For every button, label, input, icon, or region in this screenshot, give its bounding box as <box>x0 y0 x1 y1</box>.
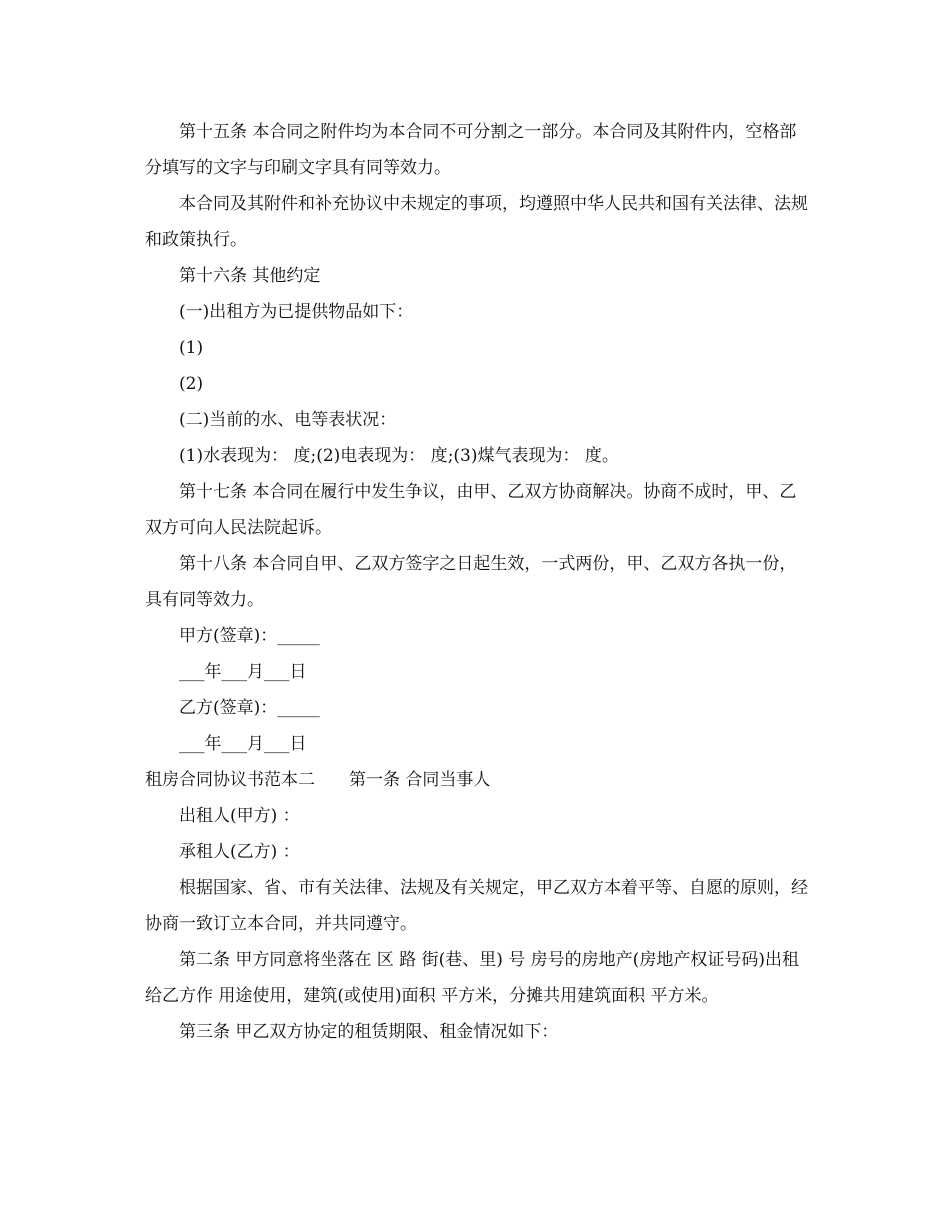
template-two-heading: 租房合同协议书范本二 第一条 合同当事人 <box>145 770 491 790</box>
clause-16-heading: 第十六条 其他约定 <box>179 266 321 286</box>
clause-3-paragraph: 第三条 甲乙双方协定的租赁期限、租金情况如下： <box>179 1022 559 1042</box>
clause-18-paragraph: 第十八条 本合同自甲、乙双方签字之日起生效，一式两份，甲、乙双方各执一份，具有同等效力。 <box>145 554 797 610</box>
party-b-signature-line: 乙方(签章)：_____ <box>179 698 320 718</box>
item-1-line: (1) <box>179 338 204 358</box>
item-2-line: (2) <box>179 374 204 394</box>
lessor-line: 出租人(甲方) ： <box>179 806 300 826</box>
clause-15-paragraph: 第十五条 本合同之附件均为本合同不可分割之一部分。本合同及其附件内，空格部分填写的文字与印刷文字具有同等效力。 <box>145 122 797 178</box>
party-a-date-line: ___年___月___日 <box>179 662 307 682</box>
document-body <box>145 114 810 1050</box>
meter-readings-line: (1)水表现为： 度;(2)电表现为： 度;(3)煤气表现为： 度。 <box>179 446 619 466</box>
meter-status-heading: (二)当前的水、电等表状况： <box>179 410 397 430</box>
lessee-line: 承租人(乙方) ： <box>179 842 300 862</box>
provided-items-paragraph: (一)出租方为已提供物品如下： <box>179 302 414 322</box>
party-a-signature-line: 甲方(签章)：_____ <box>179 626 320 646</box>
unspecified-matters-paragraph: 本合同及其附件和补充协议中未规定的事项，均遵照中华人民共和国有关法律、法规和政策执行。 <box>145 194 808 250</box>
clause-17-paragraph: 第十七条 本合同在履行中发生争议，由甲、乙双方协商解决。协商不成时，甲、乙双方可向人民法院起诉。 <box>145 482 797 538</box>
legal-basis-paragraph: 根据国家、省、市有关法律、法规及有关规定，甲乙双方本着平等、自愿的原则，经协商一致订立本合同，并共同遵守。 <box>145 878 808 934</box>
party-b-date-line: ___年___月___日 <box>179 734 307 754</box>
clause-2-paragraph: 第二条 甲方同意将坐落在 区 路 街(巷、里) 号 房号的房地产(房地产权证号码)出租给乙方作 用途使用，建筑(或使用)面积 平方米，分摊共用建筑面积 平方米。 <box>145 950 799 1006</box>
